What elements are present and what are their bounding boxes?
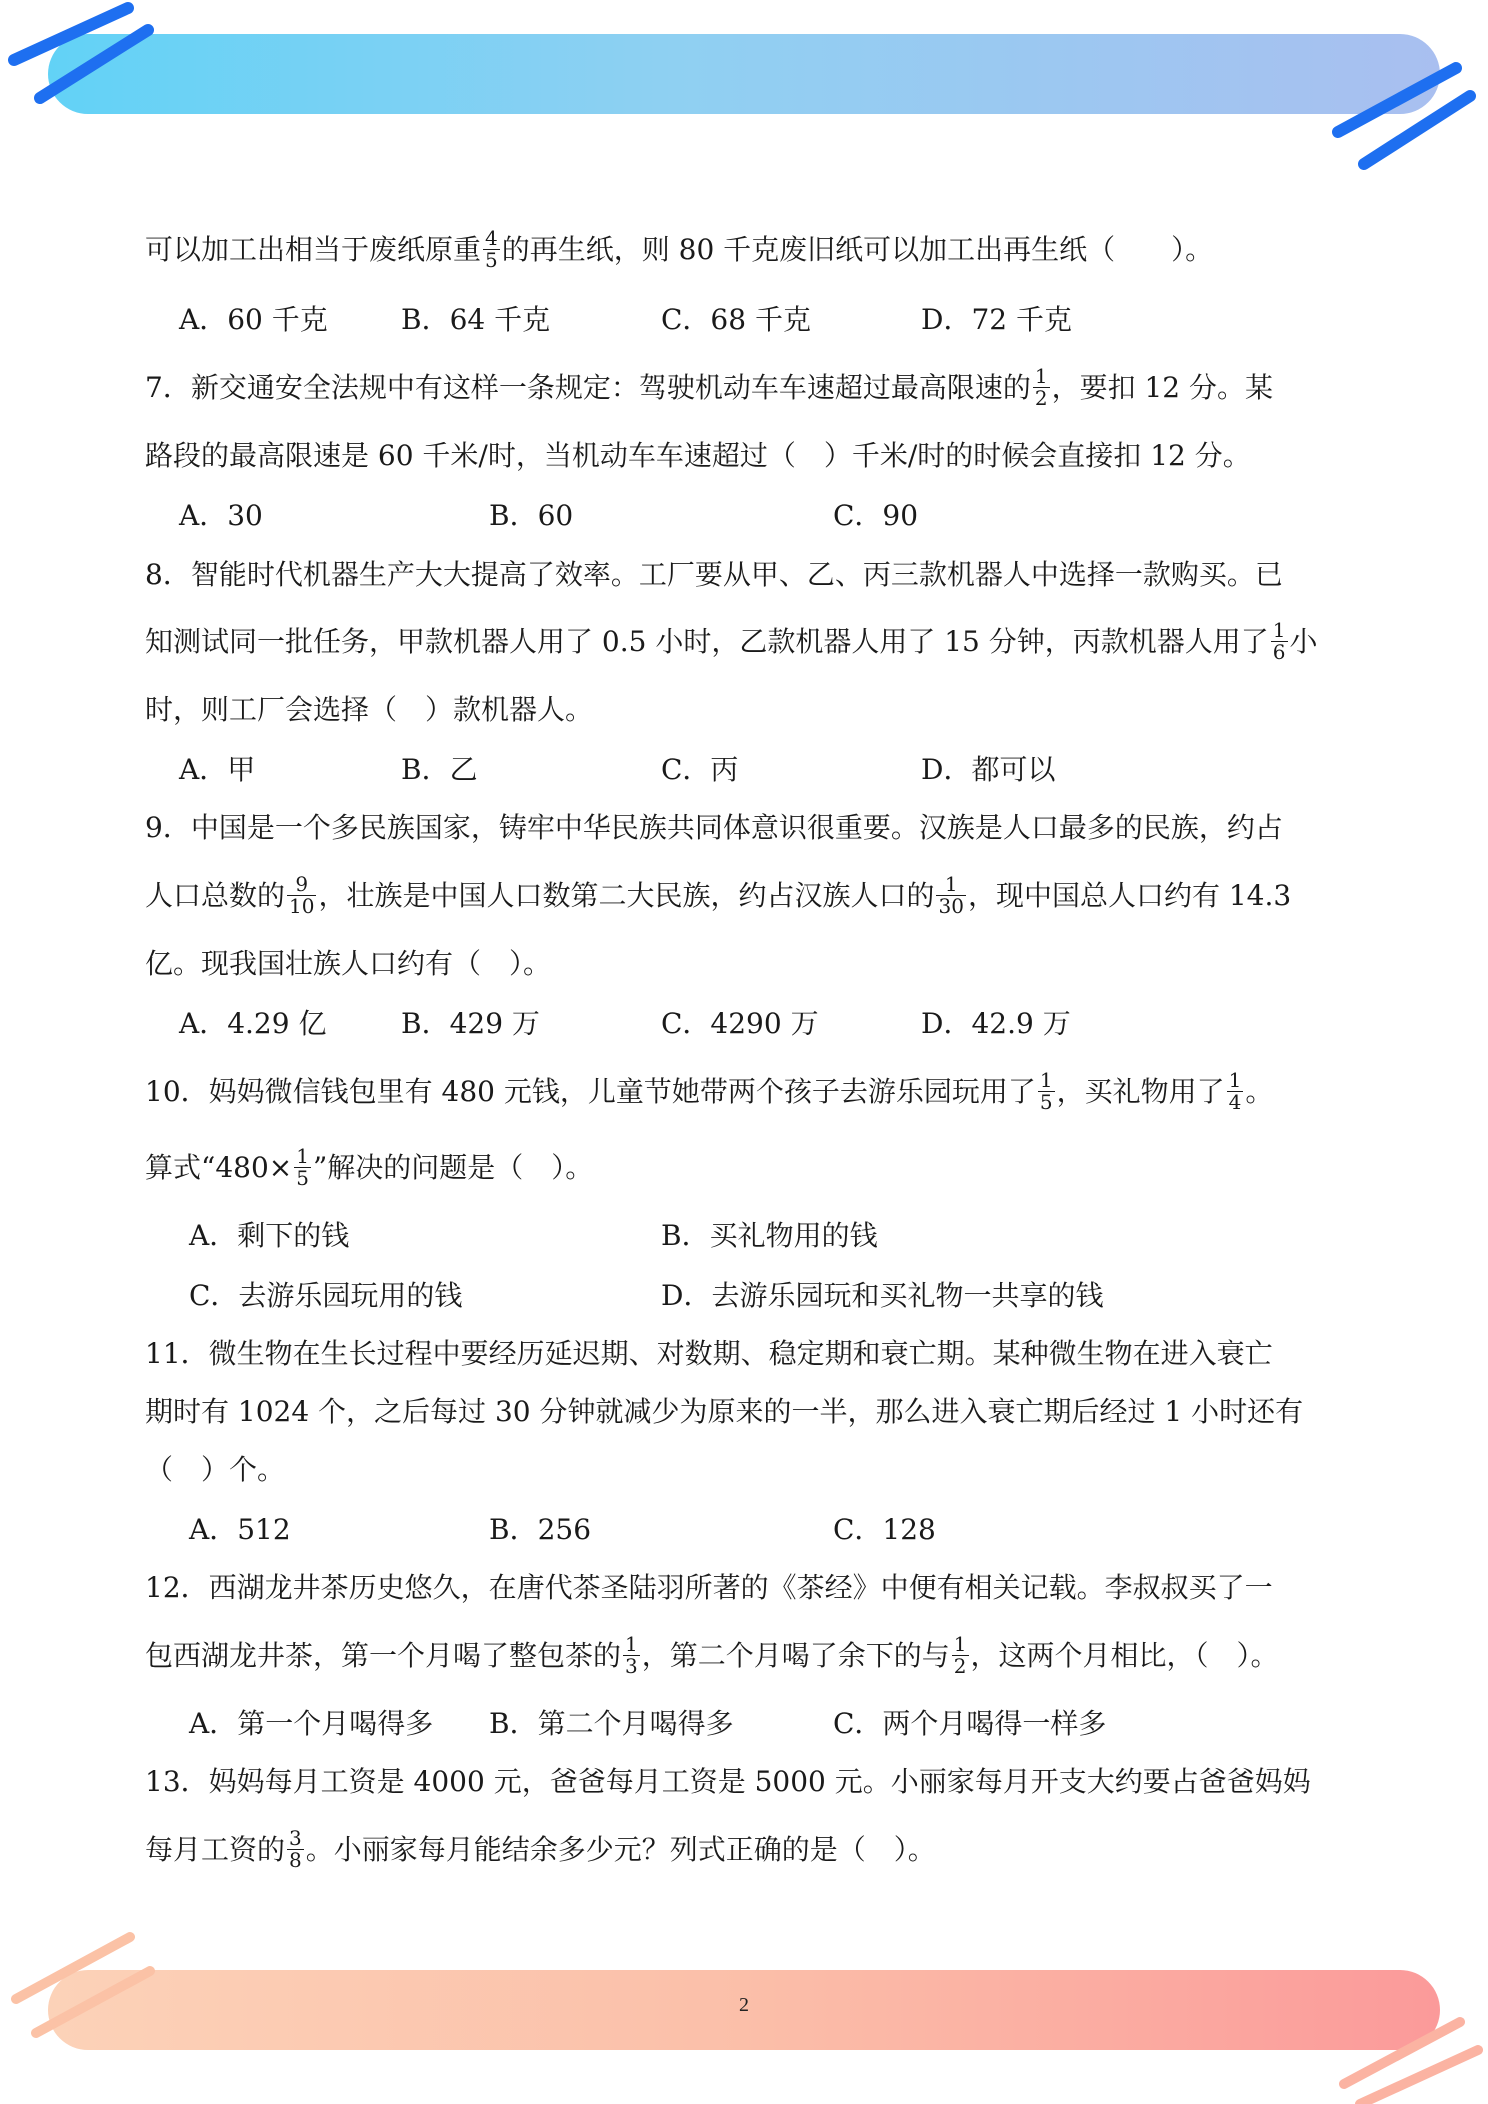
- q10-line-1: 10．妈妈微信钱包里有 480 元钱，儿童节她带两个孩子去游乐园玩用了 $\frac{1}{5}$ ，买礼物用了 $\frac{1}{4}$ 。: [145, 1068, 1274, 1114]
- q8-option-d[interactable]: D．都可以: [921, 753, 1056, 786]
- q11-line-2: 期时有 1024 个，之后每过 30 分钟就减少为原来的一半，那么进入衰亡期后经过 1 小时还有: [145, 1395, 1304, 1428]
- q9-option-d[interactable]: D．42.9 万: [921, 1007, 1071, 1040]
- q12-option-b[interactable]: B．第二个月喝得多: [489, 1707, 734, 1740]
- fraction-1-5-formula: $\frac{1}{5}$: [296, 1144, 309, 1190]
- q8-option-b[interactable]: B．乙: [401, 753, 478, 786]
- q13-line-1: 13．妈妈每月工资是 4000 元，爸爸每月工资是 5000 元。小丽家每月开支大约要占爸爸妈妈: [145, 1765, 1311, 1798]
- header-stripes-right: [1320, 40, 1488, 180]
- footer-stripes-left: [0, 1925, 170, 2055]
- q8-option-c[interactable]: C．丙: [661, 753, 739, 786]
- q12-option-a[interactable]: A．第一个月喝得多: [189, 1707, 434, 1740]
- fraction-9-10: $\frac{9}{10}$: [289, 872, 315, 918]
- q8-line-1: 8．智能时代机器生产大大提高了效率。工厂要从甲、乙、丙三款机器人中选择一款购买。已: [145, 558, 1283, 591]
- q6-option-a[interactable]: A．60 千克: [179, 303, 328, 336]
- q6-option-d[interactable]: D．72 千克: [921, 303, 1072, 336]
- q10-option-b[interactable]: B．买礼物用的钱: [661, 1219, 878, 1252]
- q11-line-1: 11．微生物在生长过程中要经历延迟期、对数期、稳定期和衰亡期。某种微生物在进入衰亡: [145, 1337, 1273, 1370]
- header-stripes-left: [0, 0, 170, 120]
- fraction-1-2: $\frac{1}{2}$: [953, 1632, 967, 1678]
- fraction-3-8: $\frac{3}{8}$: [289, 1826, 302, 1872]
- fraction-1-3: $\frac{1}{3}$: [625, 1632, 638, 1678]
- fraction-1-6: $\frac{1}{6}$: [1272, 618, 1286, 664]
- page-number: 2: [739, 1994, 749, 2016]
- fraction-1-2: $\frac{1}{2}$: [1034, 364, 1048, 410]
- fraction-1-4: $\frac{1}{4}$: [1228, 1068, 1242, 1114]
- q9-line-1: 9．中国是一个多民族国家，铸牢中华民族共同体意识很重要。汉族是人口最多的民族，约占: [145, 811, 1283, 844]
- fraction-1-30: $\frac{1}{30}$: [938, 872, 964, 918]
- q8-option-a[interactable]: A．甲: [179, 753, 256, 786]
- q11-option-c[interactable]: C．128: [833, 1513, 936, 1546]
- q9-option-a[interactable]: A．4.29 亿: [179, 1007, 327, 1040]
- q12-line-1: 12．西湖龙井茶历史悠久，在唐代茶圣陆羽所著的《茶经》中便有相关记载。李叔叔买了一: [145, 1571, 1273, 1604]
- q10-line-2: 算式“480× $\frac{1}{5}$ ”解决的问题是（ ）。: [145, 1144, 594, 1190]
- q7-option-c[interactable]: C．90: [833, 499, 919, 532]
- q13-line-2: 每月工资的 $\frac{3}{8}$ 。小丽家每月能结余多少元？列式正确的是（ ）。: [145, 1826, 936, 1872]
- q6-line-1: 可以加工出相当于废纸原重 $\frac{4}{5}$ 的再生纸，则 80 千克废旧纸可以加工出再生纸（ ）。: [145, 226, 1214, 272]
- q9-line-3: 亿。现我国壮族人口约有（ ）。: [145, 947, 552, 980]
- q7-line-2: 路段的最高限速是 60 千米/时，当机动车车速超过（ ）千米/时的时候会直接扣 12 分。: [145, 439, 1251, 472]
- q9-option-c[interactable]: C．4290 万: [661, 1007, 819, 1040]
- q8-line-2: 知测试同一批任务，甲款机器人用了 0.5 小时，乙款机器人用了 15 分钟，丙款机器人用了 $\frac{1}{6}$ 小: [145, 618, 1318, 664]
- q7-option-a[interactable]: A．30: [179, 499, 263, 532]
- fraction-4-5: $\frac{4}{5}$: [485, 226, 498, 272]
- q9-option-b[interactable]: B．429 万: [401, 1007, 540, 1040]
- q12-option-c[interactable]: C．两个月喝得一样多: [833, 1707, 1107, 1740]
- footer-stripes-right: [1330, 2010, 1488, 2104]
- q6-option-b[interactable]: B．64 千克: [401, 303, 551, 336]
- q10-option-a[interactable]: A．剩下的钱: [189, 1219, 350, 1252]
- q10-option-d[interactable]: D．去游乐园玩和买礼物一共享的钱: [661, 1279, 1104, 1312]
- q7-option-b[interactable]: B．60: [489, 499, 574, 532]
- q10-option-c[interactable]: C．去游乐园玩用的钱: [189, 1279, 463, 1312]
- fraction-1-5: $\frac{1}{5}$: [1039, 1068, 1053, 1114]
- q12-line-2: 包西湖龙井茶，第一个月喝了整包茶的 $\frac{1}{3}$ ，第二个月喝了余下的与 $\frac{1}{2}$ ，这两个月相比，（ ）。: [145, 1632, 1279, 1678]
- q7-line-1: 7．新交通安全法规中有这样一条规定：驾驶机动车车速超过最高限速的 $\frac{1}{2}$ ，要扣 12 分。某: [145, 364, 1273, 410]
- q8-line-3: 时，则工厂会选择（ ）款机器人。: [145, 693, 594, 726]
- q6-option-c[interactable]: C．68 千克: [661, 303, 811, 336]
- q11-option-b[interactable]: B．256: [489, 1513, 592, 1546]
- q11-option-a[interactable]: A．512: [189, 1513, 291, 1546]
- q11-line-3: （ ）个。: [145, 1453, 286, 1486]
- q9-line-2: 人口总数的 $\frac{9}{10}$ ，壮族是中国人口数第二大民族，约占汉族人口的 $\frac{1}{30}$ ，现中国总人口约有 14.3: [145, 872, 1292, 918]
- header-banner: [48, 34, 1440, 114]
